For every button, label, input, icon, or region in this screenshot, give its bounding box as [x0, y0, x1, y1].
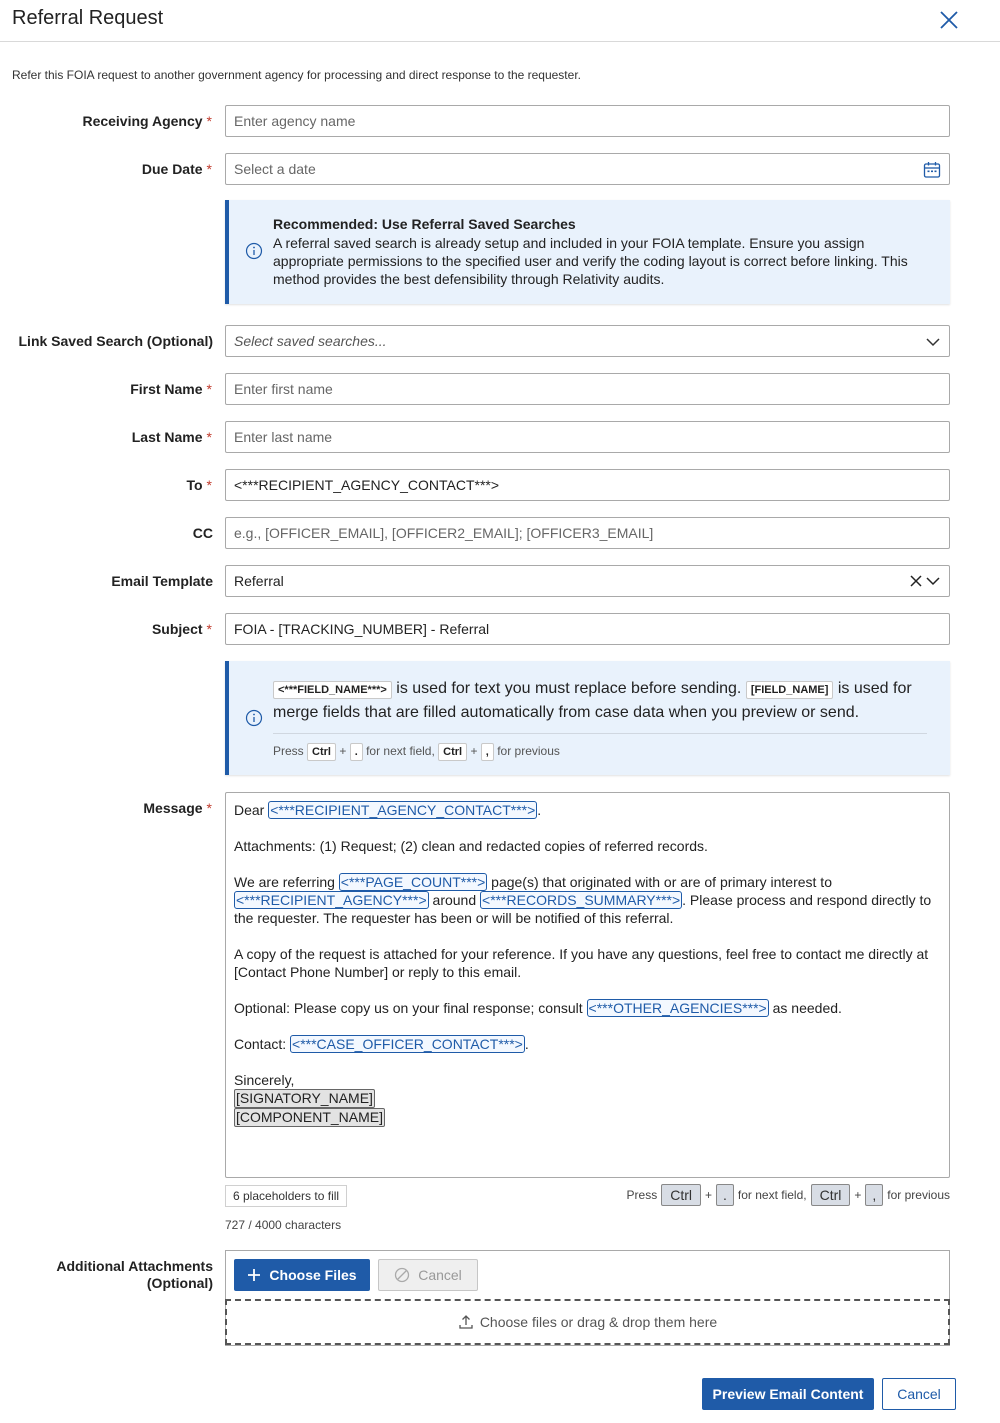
comma-key: , [865, 1184, 883, 1206]
placeholder-chip[interactable]: <***RECORDS_SUMMARY***> [482, 892, 681, 908]
cc-input[interactable]: e.g., [OFFICER_EMAIL], [OFFICER2_EMAIL]; [OFFICER3_EMAIL] [225, 517, 950, 549]
chevron-down-icon[interactable] [926, 574, 940, 588]
receiving-agency-label: Receiving Agency * [82, 113, 212, 129]
placeholders-count: 6 placeholders to fill [225, 1185, 347, 1207]
dialog-title: Referral Request [12, 7, 164, 29]
preview-email-button[interactable]: Preview Email Content [702, 1378, 874, 1410]
last-name-label: Last Name * [131, 429, 212, 445]
cancel-button[interactable]: Cancel [882, 1378, 956, 1410]
info-icon [245, 709, 263, 727]
link-saved-search-select[interactable]: Select saved searches... [225, 325, 950, 357]
saved-search-callout [225, 200, 950, 304]
last-name-input[interactable]: Enter last name [225, 421, 950, 453]
to-input[interactable]: <***RECIPIENT_AGENCY_CONTACT***> [225, 469, 950, 501]
message-editor[interactable]: Dear <***RECIPIENT_AGENCY_CONTACT***> . Attachments: (1) Request; (2) clean and redacted copies of referred records. We are referring <***PAGE_COUNT***> page(s) that originated with or are of primary interest to <***RECIPIENT_AGENCY***> around <***RECORDS_SUMMARY***> . Please process and respond directly to the requester. The requester has been or will be notified of this referral. A copy of the request is attached for your reference. If you have any questions, feel free to contact me directly at [Contact Phone Number] or reply to this email. Optional: Please copy us on your final response; consult <***OTHER_AGENCIES***> as needed. Contact: <***CASE_OFFICER_CONTACT***> . Sincerely, [SIGNATORY_NAME] [COMPONENT_NAME] [225, 792, 950, 1178]
link-saved-search-label: Link Saved Search (Optional) [18, 333, 213, 349]
divider [273, 733, 927, 734]
close-icon[interactable] [937, 8, 961, 32]
choose-files-button[interactable]: Choose Files [234, 1259, 370, 1291]
merge-field-chip: [COMPONENT_NAME] [236, 1109, 384, 1125]
dot-key: . [716, 1184, 734, 1206]
disabled-icon [394, 1267, 410, 1283]
attachments-label: Additional Attachments (Optional) [56, 1258, 213, 1291]
message-label: Message * [143, 800, 212, 816]
subject-input[interactable]: FOIA - [TRACKING_NUMBER] - Referral [225, 613, 950, 645]
replace-token-example: <***FIELD_NAME***> [273, 681, 392, 699]
placeholder-chip[interactable]: <***RECIPIENT_AGENCY***> [236, 892, 427, 908]
merge-field-chip: [SIGNATORY_NAME] [236, 1090, 373, 1106]
placeholder-help-callout [225, 661, 950, 775]
chevron-down-icon[interactable] [925, 334, 941, 350]
dialog-header [0, 0, 1000, 42]
closing: Sincerely, [234, 1072, 295, 1088]
cancel-upload-button[interactable]: Cancel [378, 1259, 478, 1291]
placeholder-chip[interactable]: <***RECIPIENT_AGENCY_CONTACT***> [270, 802, 536, 818]
plus-icon [247, 1268, 261, 1282]
placeholder-help-text: <***FIELD_NAME***> is used for text you must replace before sending. [FIELD_NAME] is used for merge fields that are filled automatically from case data when you preview or send. [273, 680, 912, 721]
attachments-box [225, 1250, 950, 1346]
first-name-label: First Name * [130, 381, 212, 397]
info-icon [245, 242, 263, 260]
due-date-input[interactable]: Select a date [225, 153, 950, 185]
file-drop-zone[interactable]: Choose files or drag & drop them here [225, 1299, 950, 1345]
shortcut-hint: Press Ctrl + . for next field, Ctrl + , for previous [273, 743, 560, 761]
shortcut-hint: Press Ctrl + . for next field, Ctrl + , for previous [627, 1184, 950, 1206]
to-label: To * [186, 477, 212, 493]
placeholder-chip[interactable]: <***CASE_OFFICER_CONTACT***> [292, 1036, 523, 1052]
receiving-agency-input[interactable]: Enter agency name [225, 105, 950, 137]
upload-icon [458, 1314, 474, 1330]
cc-label: CC [192, 525, 213, 541]
clear-icon[interactable] [909, 574, 923, 588]
merge-token-example: [FIELD_NAME] [746, 681, 834, 699]
ctrl-key: Ctrl [661, 1184, 701, 1206]
due-date-label: Due Date * [141, 161, 212, 177]
callout-body: A referral saved search is already setup and included in your FOIA template. Ensure you assign appropriate permissions to the specified user and verify the coding layout is correct before linking. This method provides the best defensibility through Relativity audits. [273, 235, 908, 287]
placeholder-chip[interactable]: <***OTHER_AGENCIES***> [588, 1000, 767, 1016]
subject-label: Subject * [151, 621, 212, 637]
placeholder-chip[interactable]: <***PAGE_COUNT***> [340, 874, 486, 890]
callout-title: Recommended: Use Referral Saved Searches [273, 216, 576, 232]
first-name-input[interactable]: Enter first name [225, 373, 950, 405]
ctrl-key: Ctrl [811, 1184, 851, 1206]
email-template-label: Email Template [111, 573, 213, 589]
email-template-select[interactable]: Referral [225, 565, 950, 597]
calendar-icon[interactable] [923, 161, 941, 179]
character-count: 727 / 4000 characters [225, 1218, 342, 1232]
dialog-intro: Refer this FOIA request to another government agency for processing and direct response to the requester. [12, 68, 581, 82]
